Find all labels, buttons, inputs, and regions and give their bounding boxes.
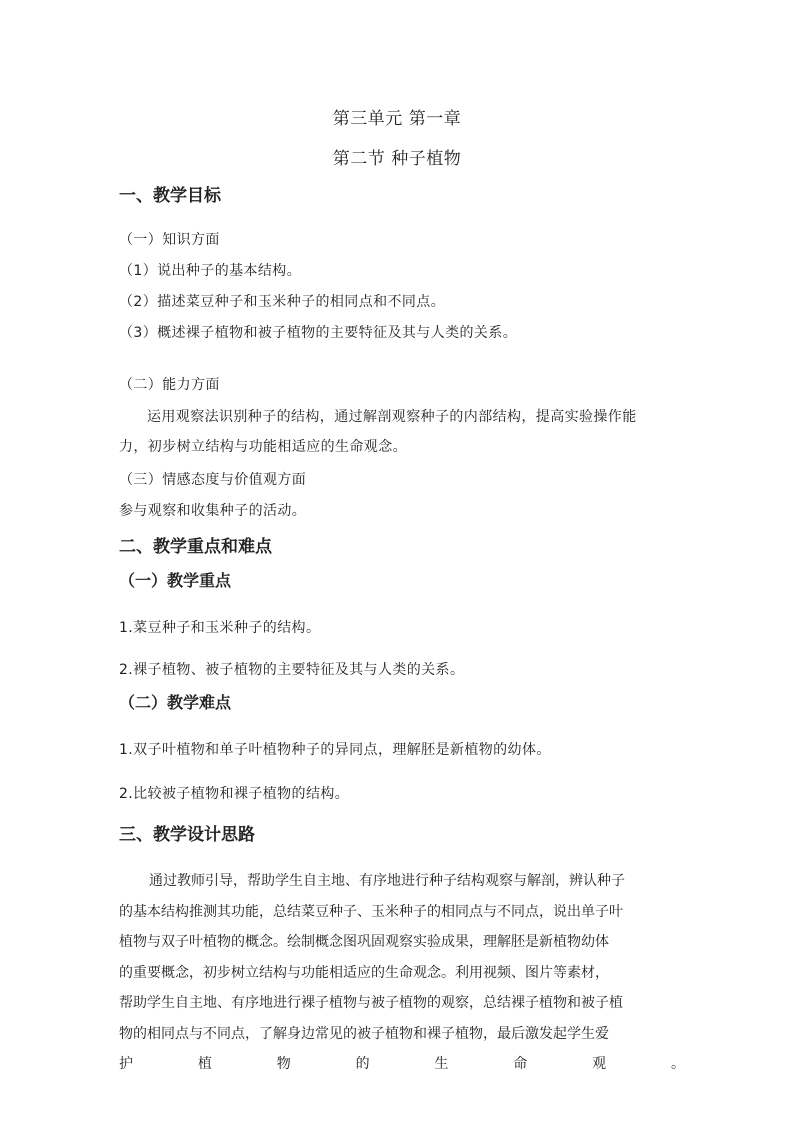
heading-design-idea: 三、教学设计思路 (119, 825, 255, 845)
key-point-item: 2.裸子植物、被子植物的主要特征及其与人类的关系。 (119, 662, 465, 678)
paragraph-line: 物的相同点与不同点，了解身边常见的被子植物和裸子植物，最后激发起学生爱 (119, 1025, 609, 1042)
subheading-difficult-points: （二）教学难点 (119, 693, 232, 712)
difficult-point-item: 2.比较被子植物和裸子植物的结构。 (119, 786, 350, 802)
paragraph-line: 护 植 物 的 生 命 观 。 (119, 1056, 685, 1072)
subheading-key-points: （一）教学重点 (119, 571, 232, 590)
paragraph-line: 通过教师引导，帮助学生自主地、有序地进行种子结构观察与解剖，辨认种子 (149, 873, 625, 889)
section-title: 第二节 种子植物 (332, 149, 462, 169)
knowledge-item: （2）描述菜豆种子和玉米种子的相同点和不同点。 (119, 294, 446, 310)
paragraph-line: 的重要概念，初步树立结构与功能相适应的生命观念。利用视频、图片等素材， (119, 964, 609, 981)
emotion-paragraph: 参与观察和收集种子的活动。 (119, 503, 307, 519)
design-idea-paragraph (119, 866, 685, 1080)
paragraph-line: 的基本结构推测其功能，总结菜豆种子、玉米种子的相同点与不同点，说出单子叶 (119, 903, 623, 920)
unit-chapter-title: 第三单元 第一章 (332, 109, 462, 129)
subheading-emotion: （三）情感态度与价值观方面 (119, 472, 307, 488)
key-point-item: 1.菜豆种子和玉米种子的结构。 (119, 620, 321, 636)
paragraph-line: 植物与双子叶植物的概念。绘制概念图巩固观察实验成果，理解胚是新植物幼体 (119, 934, 609, 950)
heading-teaching-objectives: 一、教学目标 (119, 186, 221, 206)
heading-key-difficult: 二、教学重点和难点 (119, 537, 272, 557)
ability-paragraph-line: 力，初步树立结构与功能相适应的生命观念。 (119, 439, 407, 455)
knowledge-item: （1）说出种子的基本结构。 (119, 263, 302, 279)
knowledge-item: （3）概述裸子植物和被子植物的主要特征及其与人类的关系。 (119, 325, 518, 341)
difficult-point-item: 1.双子叶植物和单子叶植物种子的异同点，理解胚是新植物的幼体。 (119, 742, 551, 758)
subheading-knowledge: （一）知识方面 (119, 232, 220, 248)
ability-paragraph-line: 运用观察法识别种子的结构，通过解剖观察种子的内部结构，提高实验操作能 (147, 409, 637, 425)
paragraph-line: 帮助学生自主地、有序地进行裸子植物与被子植物的观察，总结裸子植物和被子植 (119, 995, 623, 1011)
subheading-ability: （二）能力方面 (119, 377, 220, 393)
